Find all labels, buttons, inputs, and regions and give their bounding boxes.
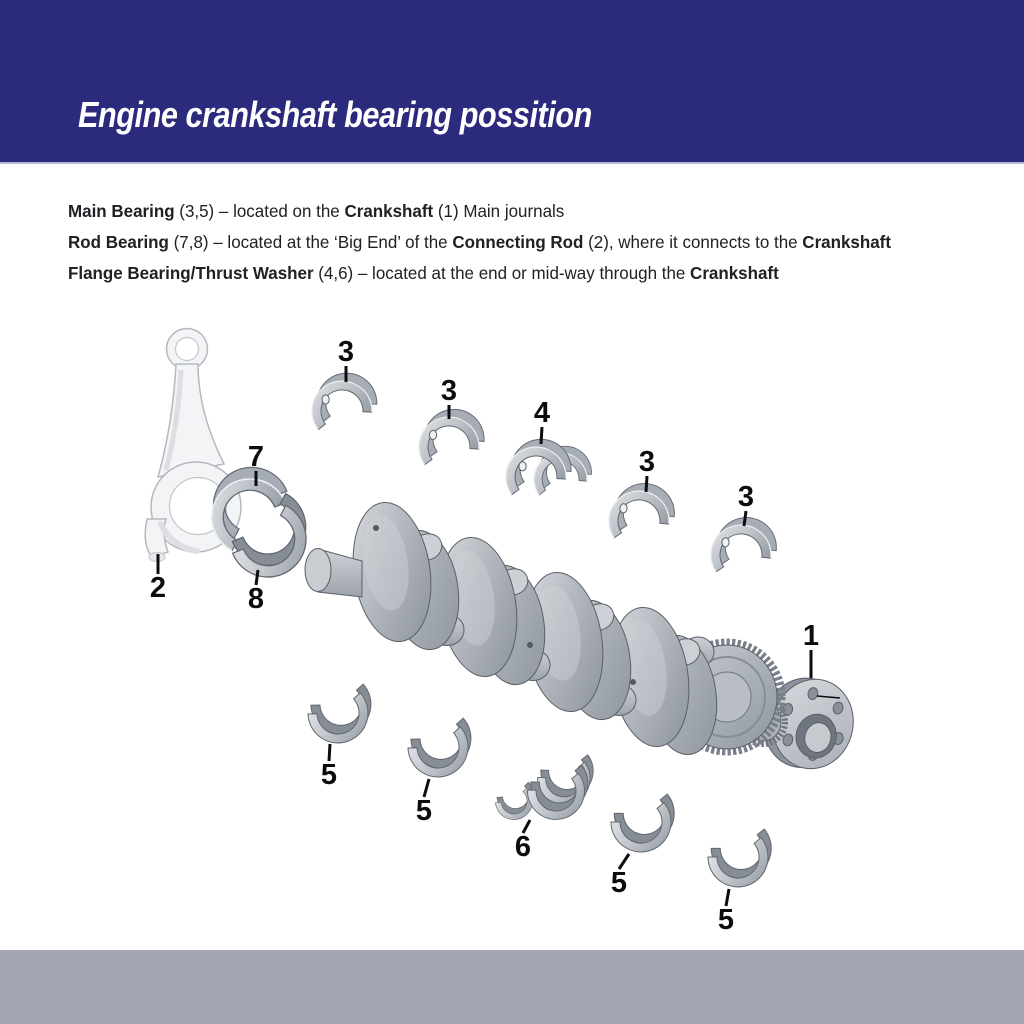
leader-line-3 bbox=[744, 511, 746, 526]
part-label-5: 5 bbox=[320, 759, 338, 791]
part-label-5: 5 bbox=[610, 867, 628, 899]
part-label-5: 5 bbox=[415, 795, 433, 827]
thrust-washer-6 bbox=[521, 754, 605, 827]
part-label-3: 3 bbox=[440, 375, 458, 407]
page-title: Engine crankshaft bearing possition bbox=[78, 94, 592, 135]
part-label-6: 6 bbox=[514, 831, 532, 863]
leader-line-4 bbox=[541, 427, 542, 444]
description-line-1: Main Bearing (3,5) – located on the Crankshaft (1) Main journals bbox=[68, 201, 565, 221]
description-line-2: Rod Bearing (7,8) – located at the ‘Big End’ of the Connecting Rod (2), where it connects to the Crankshaft bbox=[68, 232, 891, 252]
crankshaft bbox=[305, 497, 863, 778]
flange-bearing-shell-4 bbox=[497, 427, 594, 502]
main-bearing-shell-5 bbox=[404, 717, 483, 786]
part-label-5: 5 bbox=[717, 904, 735, 936]
main-bearing-shell-3 bbox=[601, 477, 677, 538]
part-label-4: 4 bbox=[533, 397, 551, 429]
part-label-3: 3 bbox=[638, 446, 656, 478]
main-bearing-shell-5 bbox=[304, 683, 383, 752]
main-bearing-shell-3 bbox=[302, 365, 380, 430]
part-label-3: 3 bbox=[337, 336, 355, 368]
part-label-7: 7 bbox=[247, 441, 265, 473]
main-bearing-shell-5 bbox=[607, 793, 685, 860]
footer-band bbox=[0, 950, 1024, 1024]
leader-line-3 bbox=[646, 476, 647, 492]
main-bearing-shell-3 bbox=[703, 511, 779, 572]
part-label-3: 3 bbox=[737, 481, 755, 513]
main-bearing-shell-5 bbox=[704, 828, 782, 895]
description-line-3: Flange Bearing/Thrust Washer (4,6) – located at the end or mid-way through the Crankshaft bbox=[68, 263, 779, 283]
part-label-2: 2 bbox=[149, 572, 167, 604]
part-label-1: 1 bbox=[802, 620, 820, 652]
part-label-8: 8 bbox=[247, 583, 265, 615]
